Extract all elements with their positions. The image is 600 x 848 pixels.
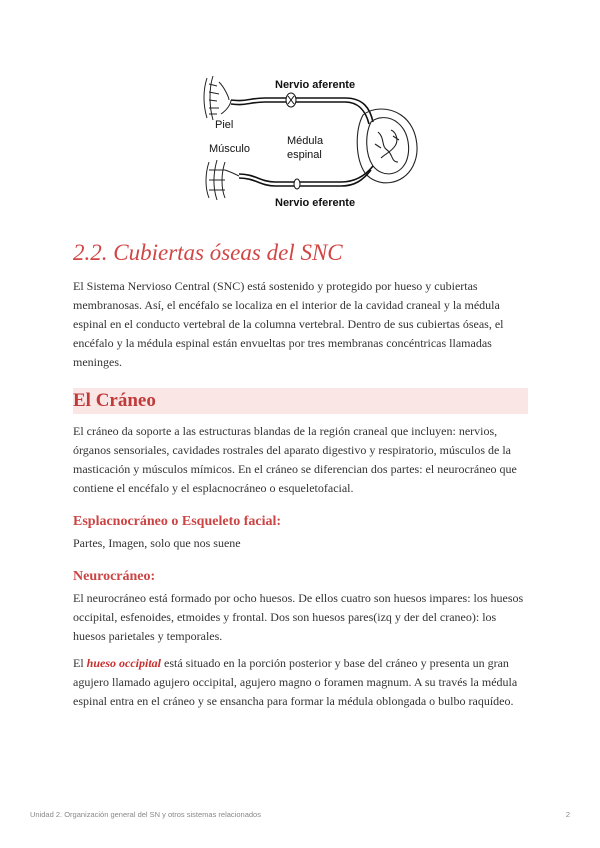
muscle-drawing — [206, 160, 239, 200]
efferent-label: Nervio eferente — [275, 197, 356, 209]
neurocraneo-text-1: El neurocráneo está formado por ocho huesos. De ellos cuatro son huesos impares: los huesos occipital, esfenoides, etmoides y frontal. Dos son huesos pares(izq y der del craneo): los huesos parietales y temporales. — [73, 591, 524, 643]
footer-page-number: 2 — [565, 810, 570, 819]
muscle-label: Músculo — [209, 143, 250, 155]
skin-drawing — [204, 76, 231, 120]
afferent-nerve-path — [231, 98, 373, 124]
esplacnocraneo-heading: Esplacnocráneo o Esqueleto facial: — [73, 514, 282, 529]
afferent-ganglion — [286, 93, 296, 107]
craneo-heading: El Cráneo — [73, 390, 156, 411]
neurocraneo-heading: Neurocráneo: — [73, 569, 156, 584]
efferent-marker — [294, 179, 300, 189]
craneo-heading-bar — [73, 388, 528, 414]
main-content — [73, 238, 528, 711]
craneo-text: El cráneo da soporte a las estructuras blandas de la región craneal que incluyen: nervios, órganos sensoriales, cavidades rostrales del aparato digestivo y respiratorio, músculos de la masticación y músculos mímicos. En el cráneo se diferencian dos partes: el neurocráneo que contiene el encéfalo y el esplacnocráneo o esqueletofacial. — [73, 424, 517, 495]
occipital-text-post: está situado en la porción posterior y base del cráneo y presenta un gran agujero llamado agujero occipital, agujero magno o foramen magnum. A su través la médula espinal entra en el cráneo y se ensancha para formar la médula oblongada o bulbo raquídeo. — [73, 656, 518, 708]
efferent-nerve-path — [239, 166, 373, 186]
skin-label: Piel — [215, 119, 234, 131]
neurocraneo-text-2 — [73, 654, 528, 711]
section-intro: El Sistema Nervioso Central (SNC) está sostenido y protegido por hueso y cubiertas membranosas. Así, el encéfalo se localiza en el interior de la cavidad craneal y la médula espinal en el conducto vertebral de la columna vertebral. Dentro de sus cubiertas óseas, el encéfalo y la médula espinal están envueltas por tres membranas concéntricas llamadas meninges. — [73, 279, 504, 369]
spinal-cord-drawing — [357, 109, 417, 183]
occipital-text-pre: El — [73, 656, 87, 670]
esplacnocraneo-text: Partes, Imagen, solo que nos suene — [73, 536, 241, 550]
section-title: 2.2. Cubiertas óseas del SNC — [73, 240, 343, 265]
occipital-emphasis: hueso occipital — [86, 656, 162, 670]
spinal-cord-label-line2: espinal — [287, 149, 322, 161]
reflex-arc-figure — [195, 70, 420, 215]
page-footer — [30, 810, 570, 819]
reflex-arc-diagram — [195, 70, 420, 215]
spinal-cord-label-line1: Médula — [287, 135, 324, 147]
footer-unit-title: Unidad 2. Organización general del SN y otros sistemas relacionados — [30, 810, 261, 819]
afferent-label: Nervio aferente — [275, 79, 356, 91]
